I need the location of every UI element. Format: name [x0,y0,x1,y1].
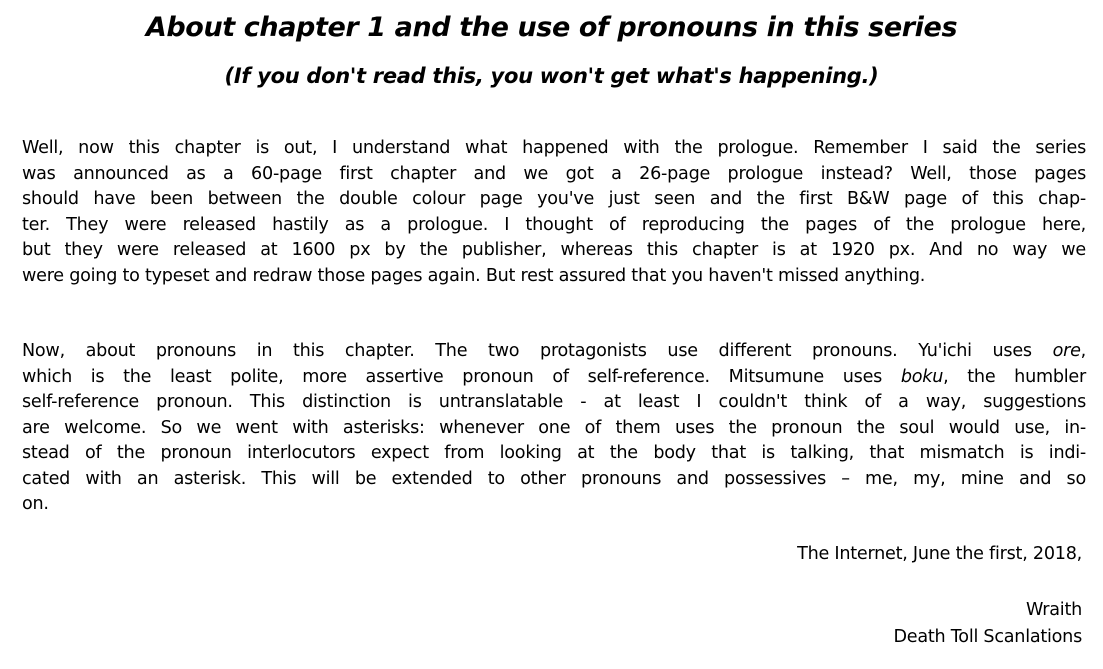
paragraph-line: are welcome. So we went with asterisks: whenever one of them uses the pronoun the soul would use, in- [22,417,1086,438]
signature-group: Death Toll Scanlations [893,627,1082,647]
paragraph-line: stead of the pronoun interlocutors expect from looking at the body that is talking, that mismatch is indi- [22,443,1086,463]
paragraph-line: but they were released at 1600 px by the publisher, whereas this chapter is at 1920 px. And no way we [22,240,1086,260]
pronoun-boku: boku [900,366,944,387]
paragraph-line: was announced as a 60-page first chapter and we got a 26-page prologue instead? Well, those pages [22,163,1086,184]
paragraph-prologue [22,136,1086,289]
paragraph-text: which is the least polite, more assertive pronoun of self-reference. Mitsumune uses [22,366,901,387]
pronoun-ore: ore [1052,341,1081,361]
paragraph-text: Now, about pronouns in this chapter. The two protagonists use different pronouns. Yu'ichi uses [22,341,1053,361]
page-title: About chapter 1 and the use of pronouns in this series [145,12,958,43]
paragraph-line: on. [22,494,49,514]
paragraph-line: Well, now this chapter is out, I understand what happened with the prologue. Remember I said the series [22,138,1086,158]
paragraph-line: cated with an asterisk. This will be extended to other pronouns and possessives – me, my, mine and so [22,468,1086,489]
paragraph-text: , [1080,341,1086,361]
signature-name: Wraith [1025,600,1082,620]
paragraph-line: self-reference pronoun. This distinction is untranslatable - at least I couldn't think of a way, suggestions [22,392,1086,412]
paragraph-text: , the humbler [943,366,1086,387]
paragraph-line [22,365,1086,391]
page-subtitle: (If you don't read this, you won't get what's happening.) [224,64,879,88]
signature-date: The Internet, June the first, 2018, [797,544,1082,564]
paragraph-pronouns [22,339,1086,518]
paragraph-line [22,339,1086,365]
paragraph-line: should have been between the double colour page you've just seen and the first B&W page of this chap- [22,189,1086,209]
paragraph-line: were going to typeset and redraw those pages again. But rest assured that you haven't missed anything. [22,265,926,286]
paragraph-line: ter. They were released hastily as a prologue. I thought of reproducing the pages of the prologue here, [22,214,1086,235]
